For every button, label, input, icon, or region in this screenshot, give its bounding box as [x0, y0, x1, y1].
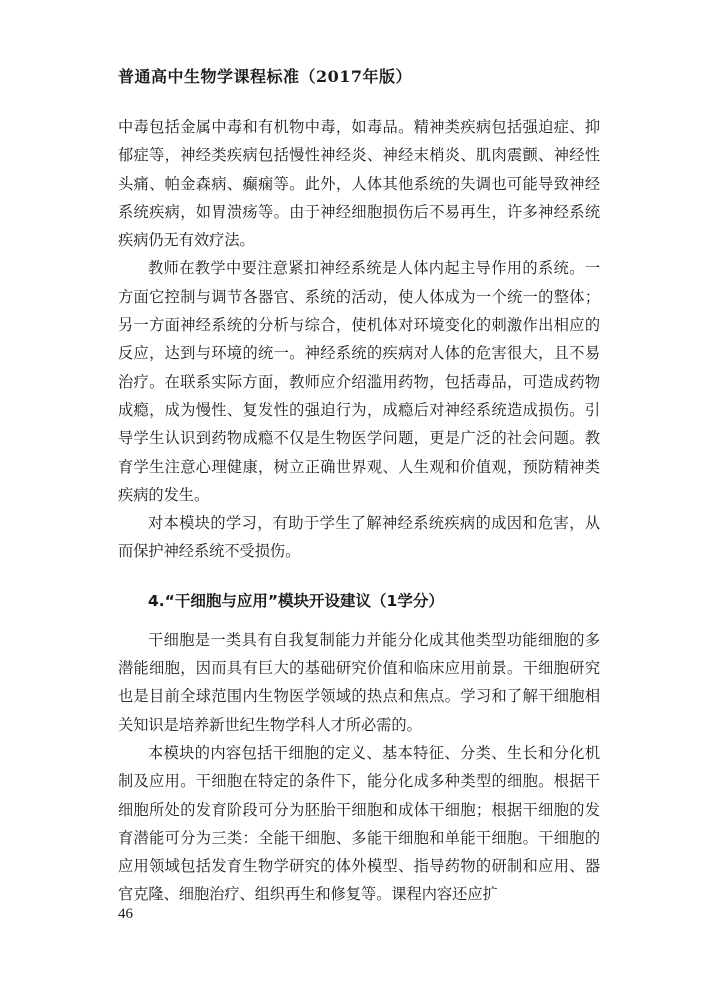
running-header-title: 普通高中生物学课程标准（2017年版） [118, 67, 413, 86]
paragraph-module-benefit: 对本模块的学习，有助于学生了解神经系统疾病的成因和危害，从而保护神经系统不受损伤。 [118, 514, 600, 561]
paragraph-continued: 中毒包括金属中毒和有机物中毒，如毒品。精神类疾病包括强迫症、抑郁症等，神经类疾病包括慢性神经炎、神经末梢炎、肌肉震颤、神经性头痛、帕金森病、癫痫等。此外，人体其他系统的失调也可能导致神经系统疾病，如胃溃疡等。由于神经细胞损伤后不易再生，许多神经系统疾病仍无有效疗法。 [118, 118, 600, 250]
section-heading: 4.“干细胞与应用”模块开设建议（1学分） [148, 591, 444, 610]
body-text [118, 113, 600, 909]
paragraph-module-content: 本模块的内容包括干细胞的定义、基本特征、分类、生长和分化机制及应用。干细胞在特定的条件下，能分化成多种类型的细胞。根据干细胞所处的发育阶段可分为胚胎干细胞和成体干细胞；根据干细胞的发育潜能可分为三类：全能干细胞、多能干细胞和单能干细胞。干细胞的应用领域包括发育生物学研究的体外模型、指导药物的研制和应用、器官克隆、细胞治疗、组织再生和修复等。课程内容还应扩 [118, 743, 600, 904]
page-number: 46 [118, 906, 133, 922]
paragraph-teaching: 教师在教学中要注意紧扣神经系统是人体内起主导作用的系统。一方面它控制与调节各器官、系统的活动，使人体成为一个统一的整体；另一方面神经系统的分析与综合，使机体对环境变化的刺激作出相应的反应，达到与环境的统一。神经系统的疾病对人体的危害很大，且不易治疗。在联系实际方面，教师应介绍滥用药物，包括毒品，可造成药物成瘾，成为慢性、复发性的强迫行为，成瘾后对神经系统造成损伤。引导学生认识到药物成瘾不仅是生物医学问题，更是广泛的社会问题。教育学生注意心理健康，树立正确世界观、人生观和价值观，预防精神类疾病的发生。 [118, 259, 600, 504]
paragraph-stem-cell-intro: 干细胞是一类具有自我复制能力并能分化成其他类型功能细胞的多潜能细胞，因而具有巨大的基础研究价值和临床应用前景。干细胞研究也是目前全球范围内生物医学领域的热点和焦点。学习和了解干细胞相关知识是培养新世纪生物学科人才所必需的。 [118, 630, 600, 734]
